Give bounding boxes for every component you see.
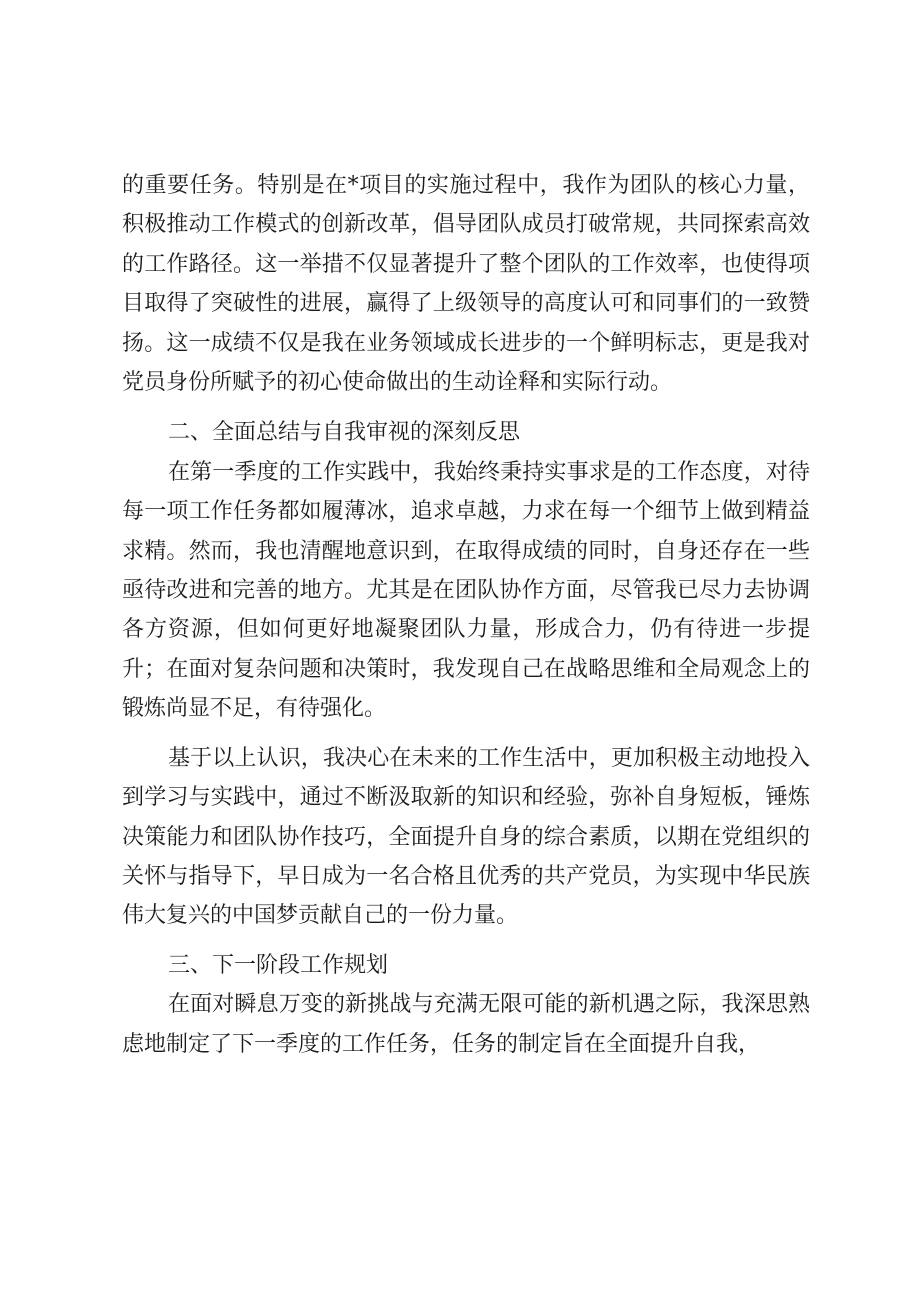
document-body (122, 166, 810, 1064)
paragraph-plan: 在面对瞬息万变的新挑战与充满无限可能的新机遇之际，我深思熟虑地制定了下一季度的工作任务，任务的制定旨在全面提升自我， (122, 992, 810, 1057)
section-heading-2: 二、全面总结与自我审视的深刻反思 (168, 420, 521, 446)
paragraph-reflection: 在第一季度的工作实践中，我始终秉持实事求是的工作态度，对待每一项工作任务都如履薄冰，追求卓越，力求在每一个细节上做到精益求精。然而，我也清醒地意识到，在取得成绩的同时，自身还存在一些亟待改进和完善的地方。尤其是在团队协作方面，尽管我已尽力去协调各方资源，但如何更好地凝聚团队力量，形成合力，仍有待进一步提升；在面对复杂问题和决策时，我发现自己在战略思维和全局观念上的锻炼尚显不足，有待强化。 (122, 459, 810, 722)
section-heading-3: 三、下一阶段工作规划 (168, 952, 389, 978)
paragraph-resolution: 基于以上认识，我决心在未来的工作生活中，更加积极主动地投入到学习与实践中，通过不断汲取新的知识和经验，弥补自身短板，锤炼决策能力和团队协作技巧，全面提升自身的综合素质，以期在党组织的关怀与指导下，早日成为一名合格且优秀的共产党员，为实现中华民族伟大复兴的中国梦贡献自己的一份力量。 (122, 745, 810, 929)
paragraph-continuation: 的重要任务。特别是在*项目的实施过程中，我作为团队的核心力量，积极推动工作模式的创新改革，倡导团队成员打破常规，共同探索高效的工作路径。这一举措不仅显著提升了整个团队的工作效率，也使得项目取得了突破性的进展，赢得了上级领导的高度认可和同事们的一致赞扬。这一成绩不仅是我在业务领域成长进步的一个鲜明标志，更是我对党员身份所赋予的初心使命做出的生动诠释和实际行动。 (122, 173, 810, 396)
